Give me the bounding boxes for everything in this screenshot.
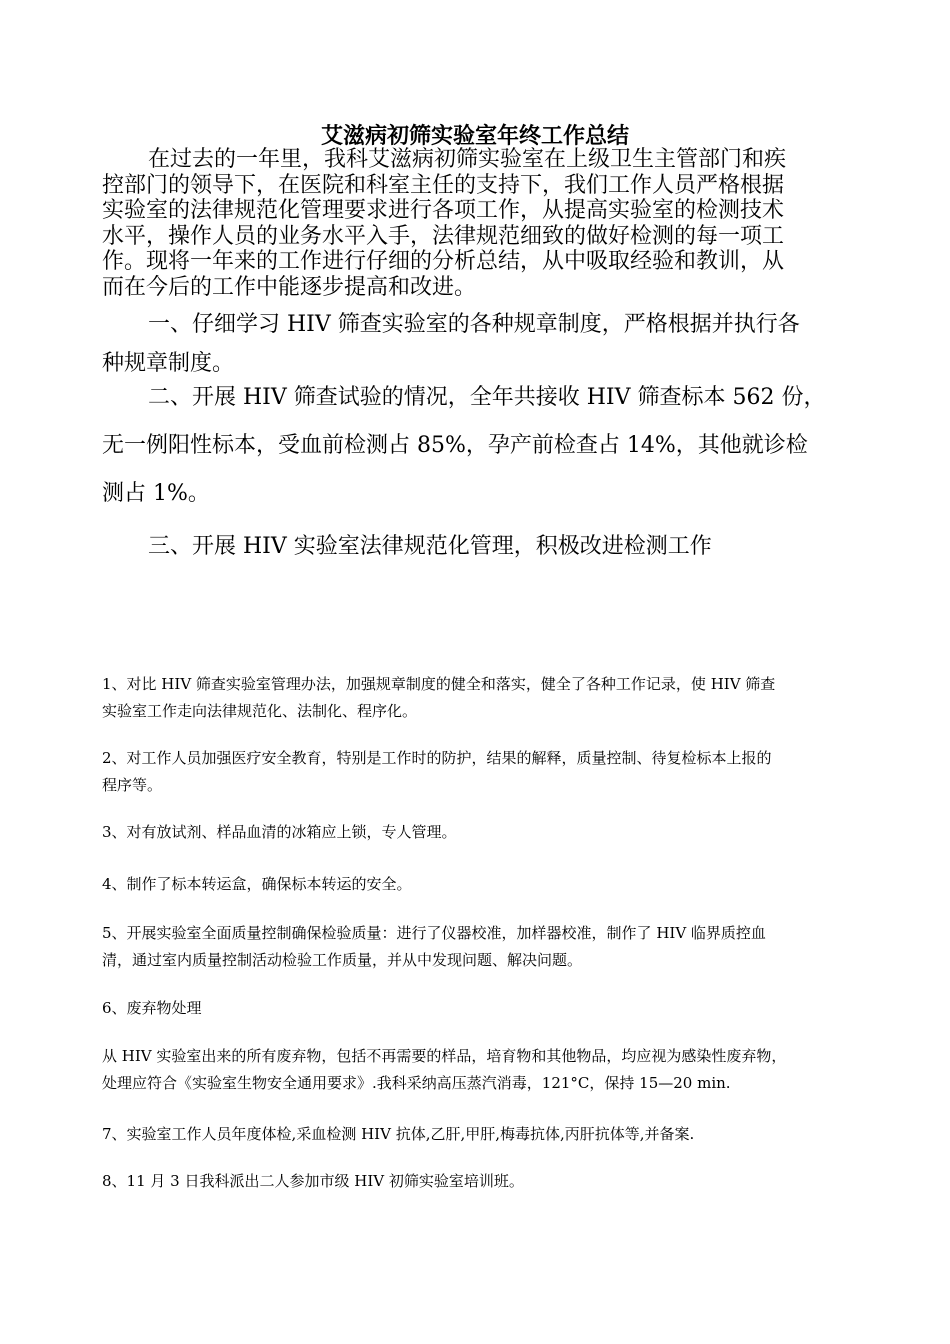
list-item-line: 实验室工作走向法律规范化、法制化、程序化。 bbox=[102, 702, 418, 720]
document-title: 艾滋病初筛实验室年终工作总结 bbox=[320, 123, 629, 149]
section-2-paragraph bbox=[102, 374, 862, 518]
list-item-line: 从 HIV 实验室出来的所有废弃物，包括不再需要的样品，培育物和其他物品，均应视为感染性废弃物， bbox=[102, 1047, 787, 1065]
list-item-2 bbox=[102, 745, 854, 799]
list-item-3 bbox=[102, 819, 854, 846]
section-2-line: 测占 1%。 bbox=[102, 481, 210, 506]
list-item-line: 3、对有放试剂、样品血清的冰箱应上锁，专人管理。 bbox=[102, 823, 457, 841]
section-2-line: 二、开展 HIV 筛查试验的情况，全年共接收 HIV 筛查标本 562 份， bbox=[148, 385, 826, 410]
intro-line: 在过去的一年里，我科艾滋病初筛实验室在上级卫生主管部门和疾 bbox=[148, 147, 787, 172]
intro-line: 水平，操作人员的业务水平入手，法律规范细致的做好检测的每一项工 bbox=[102, 223, 785, 249]
list-item-line: 6、废弃物处理 bbox=[102, 999, 202, 1017]
list-item-4 bbox=[102, 871, 854, 898]
section-2-line: 无一例阳性标本，受血前检测占 85%，孕产前检查占 14%，其他就诊检 bbox=[102, 433, 808, 458]
list-item-line: 5、开展实验室全面质量控制确保检验质量：进行了仪器校准，加样器校准，制作了 HIV 临界质控血 bbox=[102, 924, 766, 942]
intro-line: 而在今后的工作中能逐步提高和改进。 bbox=[102, 274, 477, 300]
intro-line: 作。现将一年来的工作进行仔细的分析总结，从中吸取经验和教训，从 bbox=[102, 249, 785, 274]
list-item-line: 7、实验室工作人员年度体检,采血检测 HIV 抗体,乙肝,甲肝,梅毒抗体,丙肝抗体等,并备案. bbox=[102, 1125, 695, 1143]
list-item-line: 程序等。 bbox=[102, 776, 163, 794]
section-1-heading bbox=[102, 305, 862, 383]
list-item-line: 4、制作了标本转运盒，确保标本转运的安全。 bbox=[102, 875, 412, 893]
list-item-7 bbox=[102, 1121, 854, 1148]
list-item-line: 8、11 月 3 日我科派出二人参加市级 HIV 初筛实验室培训班。 bbox=[102, 1172, 524, 1190]
list-item-line: 1、对比 HIV 筛查实验室管理办法，加强规章制度的健全和落实，健全了各种工作记录，使 HIV 筛查 bbox=[102, 675, 776, 693]
intro-line: 实验室的法律规范化管理要求进行各项工作，从提高实验室的检测技术 bbox=[102, 198, 785, 223]
section-1-line: 一、仔细学习 HIV 筛查实验室的各种规章制度，严格根据并执行各 bbox=[148, 312, 800, 337]
list-item-line: 清，通过室内质量控制活动检验工作质量，并从中发现问题、解决问题。 bbox=[102, 951, 583, 969]
list-item-1 bbox=[102, 671, 854, 725]
list-item-line: 2、对工作人员加强医疗安全教育，特别是工作时的防护，结果的解释，质量控制、待复检标本上报的 bbox=[102, 749, 772, 767]
waste-paragraph bbox=[102, 1043, 854, 1097]
section-1-line: 种规章制度。 bbox=[102, 351, 235, 376]
intro-line: 控部门的领导下，在医院和科室主任的支持下，我们工作人员严格根据 bbox=[102, 172, 785, 198]
list-item-6 bbox=[102, 995, 854, 1022]
section-3-heading bbox=[102, 527, 862, 566]
list-item-line: 处理应符合《实验室生物安全通用要求》.我科采纳高压蒸汽消毒，121°C，保持 15—20 min. bbox=[102, 1074, 731, 1092]
list-item-8 bbox=[102, 1168, 854, 1195]
section-3-line: 三、开展 HIV 实验室法律规范化管理，积极改进检测工作 bbox=[148, 534, 712, 559]
list-item-5 bbox=[102, 920, 854, 974]
intro-paragraph bbox=[102, 147, 852, 300]
